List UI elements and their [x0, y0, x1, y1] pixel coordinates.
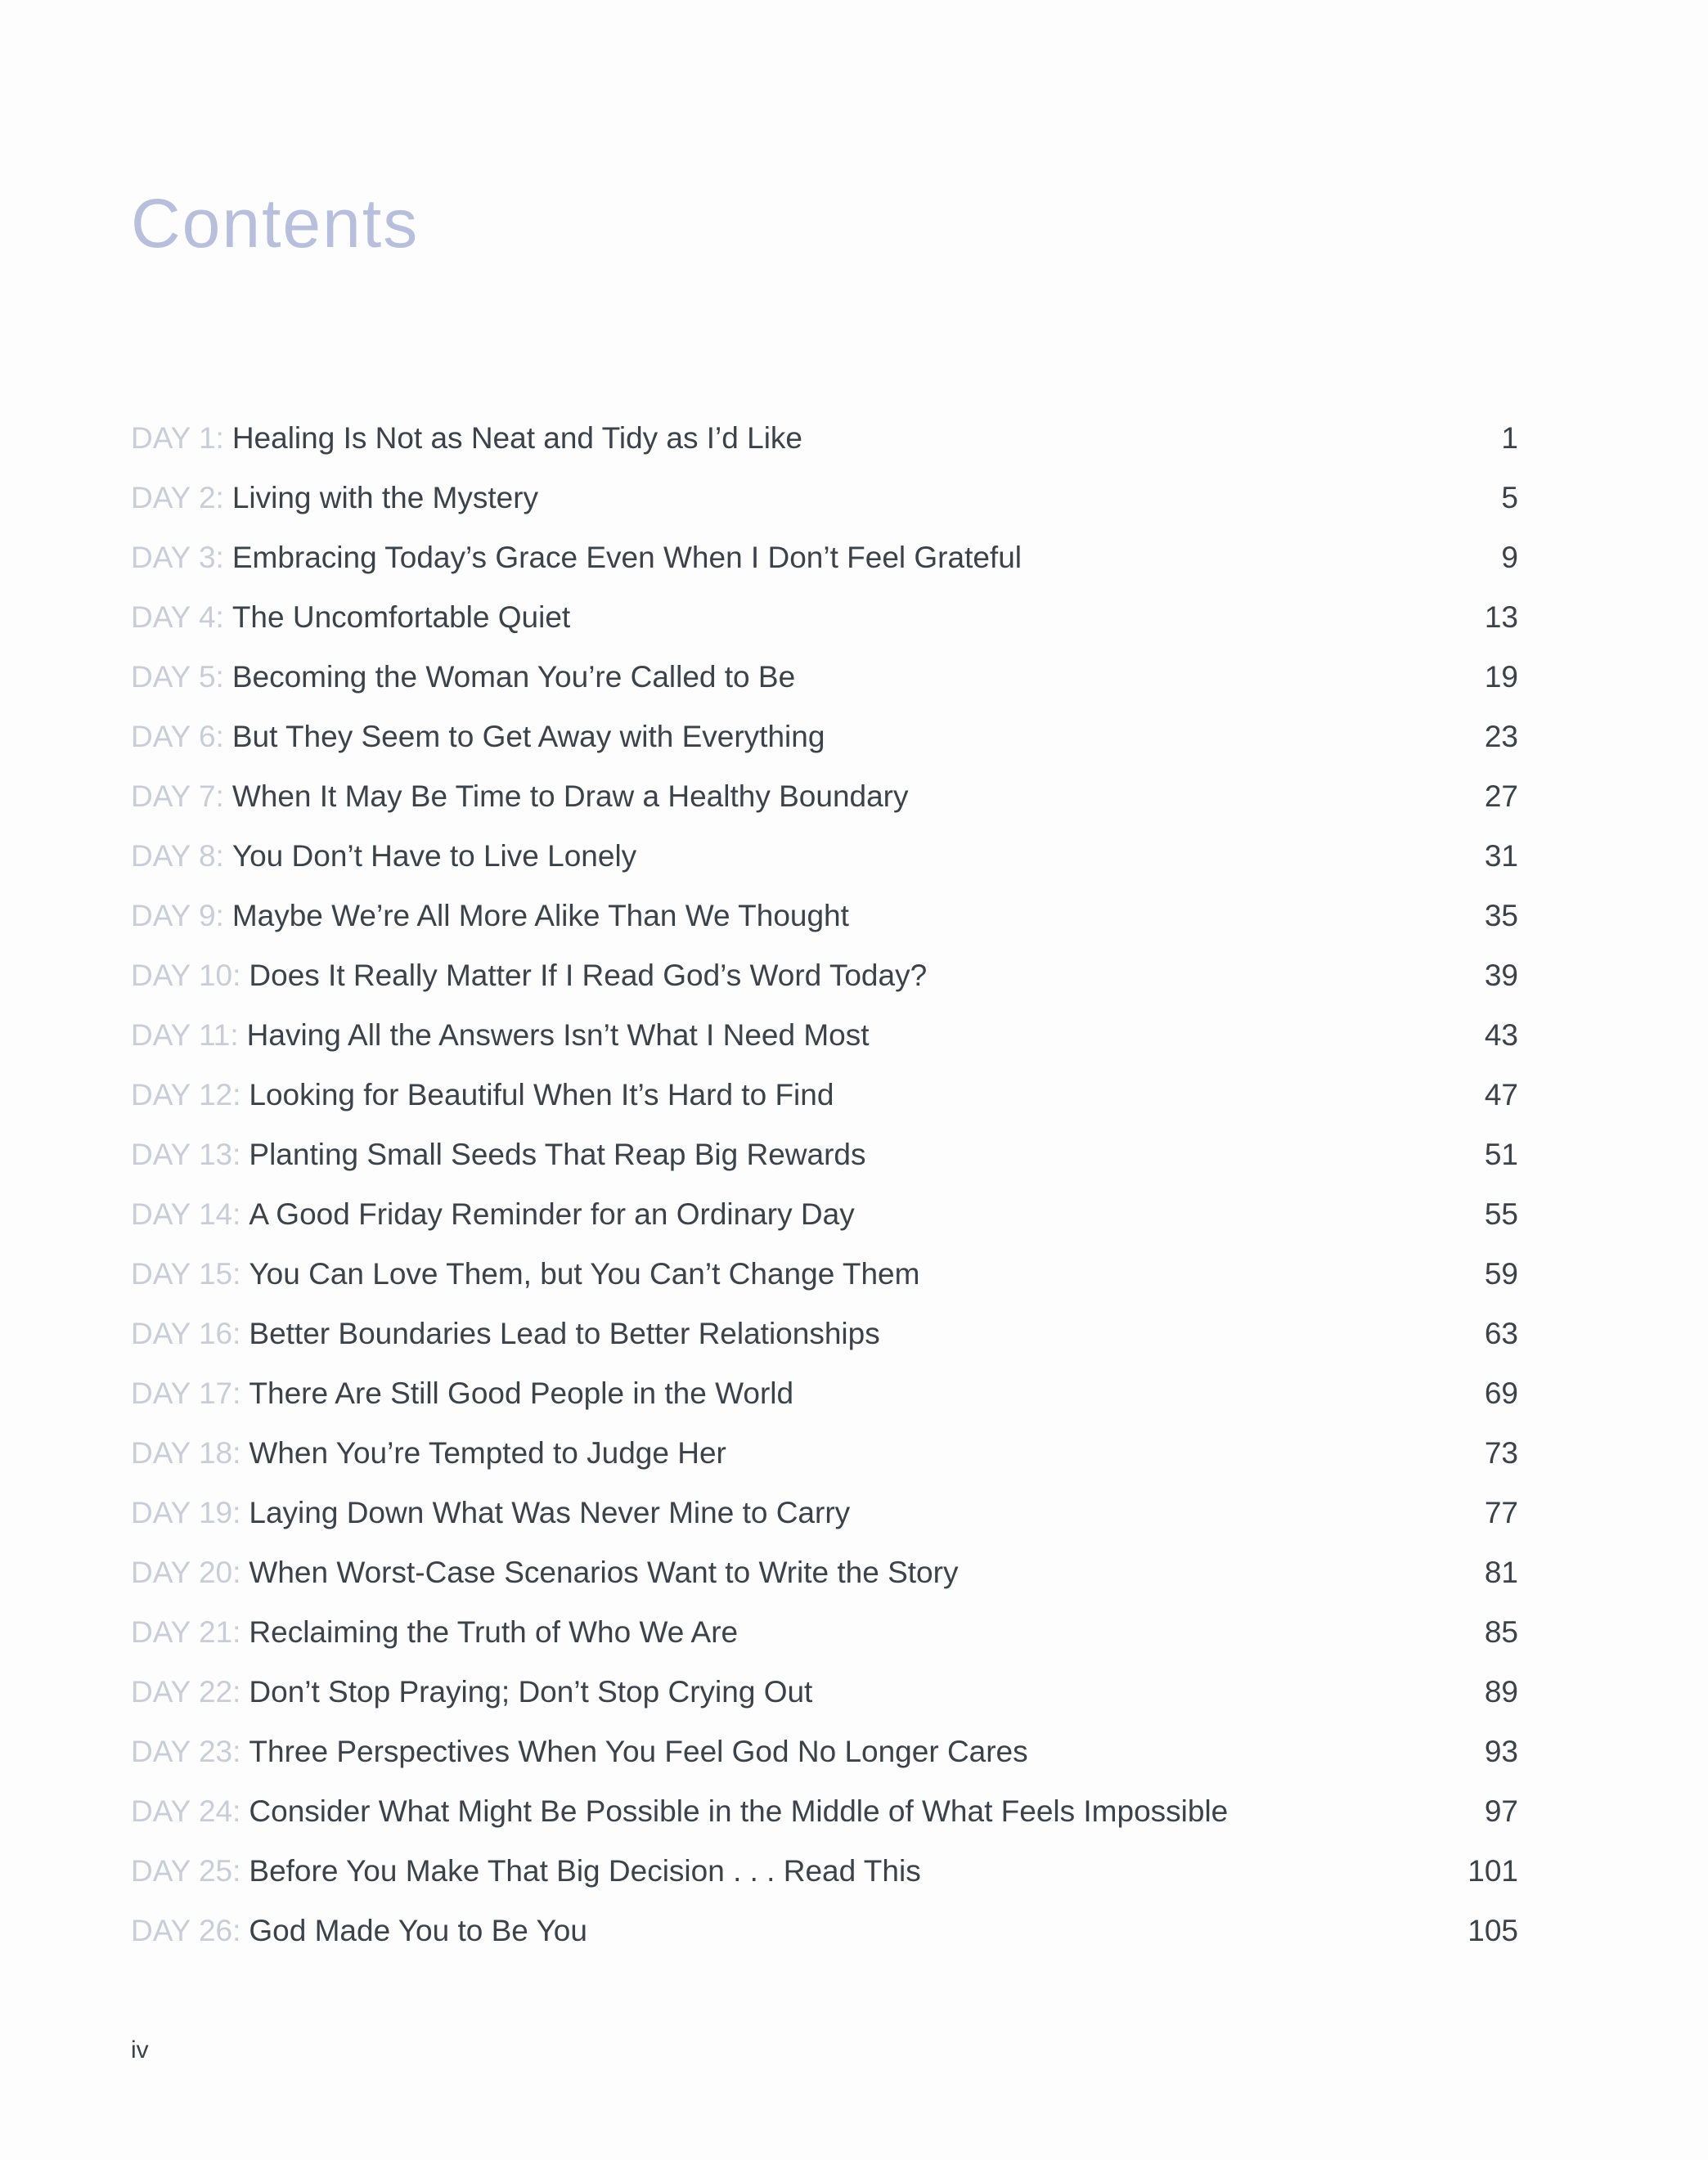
- day-label: DAY 8:: [131, 839, 224, 873]
- page-number-footer: iv: [131, 2037, 149, 2063]
- toc-entry[interactable]: [131, 1436, 1518, 1496]
- entry-title: God Made You to Be You: [249, 1914, 587, 1947]
- entry-page-number: 55: [1484, 1197, 1518, 1231]
- toc-entry[interactable]: [131, 1615, 1518, 1675]
- entry-page-number: 1: [1501, 421, 1518, 455]
- entry-page-number: 73: [1484, 1436, 1518, 1470]
- day-label: DAY 12:: [131, 1078, 241, 1111]
- entry-page-number: 105: [1468, 1914, 1518, 1947]
- day-label: DAY 7:: [131, 779, 224, 813]
- entry-title: Before You Make That Big Decision . . . Read This: [249, 1854, 921, 1888]
- entry-title: Better Boundaries Lead to Better Relationships: [249, 1317, 880, 1350]
- entry-page-number: 35: [1484, 899, 1518, 932]
- day-label: DAY 23:: [131, 1735, 241, 1768]
- entry-title: The Uncomfortable Quiet: [231, 600, 571, 634]
- entry-page-number: 51: [1484, 1138, 1518, 1171]
- entry-page-number: 23: [1484, 720, 1518, 753]
- entry-page-number: 89: [1484, 1675, 1518, 1709]
- entry-page-number: 59: [1484, 1257, 1518, 1291]
- day-label: DAY 25:: [131, 1854, 241, 1888]
- entry-title: There Are Still Good People in the World: [249, 1376, 794, 1410]
- entry-title: You Can Love Them, but You Can’t Change Them: [249, 1257, 920, 1291]
- toc-entry[interactable]: [131, 1376, 1518, 1436]
- toc-entry[interactable]: [131, 1018, 1518, 1078]
- day-label: DAY 15:: [131, 1257, 241, 1291]
- entry-page-number: 5: [1501, 481, 1518, 514]
- entry-title: Laying Down What Was Never Mine to Carry: [249, 1496, 851, 1529]
- day-label: DAY 24:: [131, 1794, 241, 1828]
- toc-entry[interactable]: [131, 600, 1518, 660]
- entry-title: When It May Be Time to Draw a Healthy Boundary: [231, 779, 909, 813]
- entry-title: Living with the Mystery: [231, 481, 539, 514]
- day-label: DAY 2:: [131, 481, 224, 514]
- toc-entry[interactable]: [131, 720, 1518, 779]
- toc-entry[interactable]: [131, 660, 1518, 720]
- table-of-contents: [131, 421, 1518, 1974]
- entry-page-number: 47: [1484, 1078, 1518, 1111]
- toc-entry[interactable]: [131, 1317, 1518, 1376]
- day-label: DAY 11:: [131, 1018, 239, 1052]
- entry-title: Three Perspectives When You Feel God No Longer Cares: [249, 1735, 1028, 1768]
- day-label: DAY 22:: [131, 1675, 241, 1709]
- entry-title: A Good Friday Reminder for an Ordinary Day: [249, 1197, 855, 1231]
- day-label: DAY 19:: [131, 1496, 241, 1529]
- day-label: DAY 26:: [131, 1914, 241, 1947]
- day-label: DAY 9:: [131, 899, 224, 932]
- day-label: DAY 13:: [131, 1138, 241, 1171]
- entry-title: Becoming the Woman You’re Called to Be: [231, 660, 796, 694]
- entry-page-number: 97: [1484, 1794, 1518, 1828]
- entry-page-number: 27: [1484, 779, 1518, 813]
- entry-title: When Worst-Case Scenarios Want to Write the Story: [249, 1556, 959, 1589]
- toc-entry[interactable]: [131, 1914, 1518, 1974]
- day-label: DAY 10:: [131, 959, 241, 992]
- toc-entry[interactable]: [131, 1794, 1518, 1854]
- toc-entry[interactable]: [131, 839, 1518, 899]
- entry-title: When You’re Tempted to Judge Her: [249, 1436, 726, 1470]
- entry-page-number: 63: [1484, 1317, 1518, 1350]
- entry-page-number: 93: [1484, 1735, 1518, 1768]
- entry-page-number: 85: [1484, 1615, 1518, 1649]
- day-label: DAY 1:: [131, 421, 224, 455]
- toc-entry[interactable]: [131, 959, 1518, 1018]
- entry-title: Consider What Might Be Possible in the Middle of What Feels Impossible: [249, 1794, 1229, 1828]
- toc-entry[interactable]: [131, 1556, 1518, 1615]
- toc-entry[interactable]: [131, 1735, 1518, 1794]
- entry-page-number: 9: [1501, 541, 1518, 574]
- toc-entry[interactable]: [131, 1197, 1518, 1257]
- day-label: DAY 4:: [131, 600, 224, 634]
- entry-title: Reclaiming the Truth of Who We Are: [249, 1615, 739, 1649]
- toc-entry[interactable]: [131, 1675, 1518, 1735]
- toc-entry[interactable]: [131, 1257, 1518, 1317]
- entry-page-number: 101: [1468, 1854, 1518, 1888]
- toc-entry[interactable]: [131, 1854, 1518, 1914]
- entry-page-number: 31: [1484, 839, 1518, 873]
- page-title: Contents: [131, 185, 420, 262]
- day-label: DAY 3:: [131, 541, 224, 574]
- entry-page-number: 39: [1484, 959, 1518, 992]
- entry-title: Don’t Stop Praying; Don’t Stop Crying Out: [249, 1675, 813, 1709]
- entry-title: Maybe We’re All More Alike Than We Thought: [231, 899, 849, 932]
- day-label: DAY 20:: [131, 1556, 241, 1589]
- entry-page-number: 77: [1484, 1496, 1518, 1529]
- entry-page-number: 19: [1484, 660, 1518, 694]
- toc-entry[interactable]: [131, 1078, 1518, 1138]
- entry-page-number: 81: [1484, 1556, 1518, 1589]
- entry-title: Looking for Beautiful When It’s Hard to Find: [249, 1078, 834, 1111]
- entry-page-number: 43: [1484, 1018, 1518, 1052]
- toc-entry[interactable]: [131, 779, 1518, 839]
- entry-title: Healing Is Not as Neat and Tidy as I’d Like: [231, 421, 803, 455]
- day-label: DAY 21:: [131, 1615, 241, 1649]
- toc-entry[interactable]: [131, 481, 1518, 541]
- toc-entry[interactable]: [131, 421, 1518, 481]
- day-label: DAY 6:: [131, 720, 224, 753]
- entry-title: But They Seem to Get Away with Everything: [231, 720, 825, 753]
- day-label: DAY 5:: [131, 660, 224, 694]
- entry-title: Embracing Today’s Grace Even When I Don’t Feel Grateful: [231, 541, 1023, 574]
- toc-entry[interactable]: [131, 899, 1518, 959]
- day-label: DAY 17:: [131, 1376, 241, 1410]
- entry-title: Does It Really Matter If I Read God’s Word Today?: [249, 959, 928, 992]
- toc-entry[interactable]: [131, 541, 1518, 600]
- entry-page-number: 69: [1484, 1376, 1518, 1410]
- day-label: DAY 16:: [131, 1317, 241, 1350]
- toc-entry[interactable]: [131, 1496, 1518, 1556]
- entry-title: Planting Small Seeds That Reap Big Rewards: [249, 1138, 866, 1171]
- entry-title: You Don’t Have to Live Lonely: [231, 839, 637, 873]
- toc-entry[interactable]: [131, 1138, 1518, 1197]
- entry-title: Having All the Answers Isn’t What I Need Most: [246, 1018, 870, 1052]
- day-label: DAY 14:: [131, 1197, 241, 1231]
- entry-page-number: 13: [1484, 600, 1518, 634]
- day-label: DAY 18:: [131, 1436, 241, 1470]
